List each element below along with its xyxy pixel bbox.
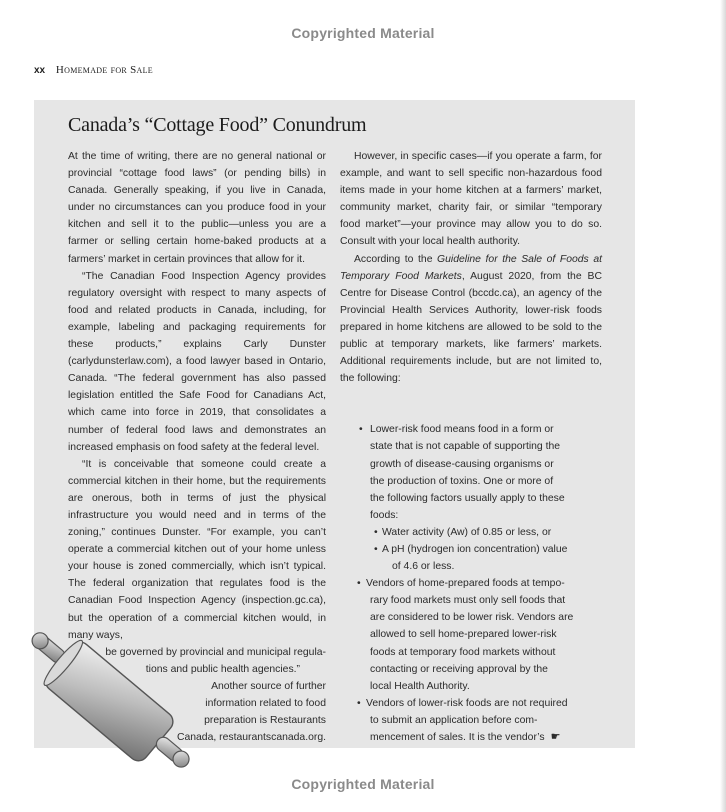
text-line: allowed to sell home-prepared lower-risk bbox=[370, 629, 557, 641]
page-edge bbox=[720, 0, 726, 812]
text-line: foods: bbox=[370, 509, 399, 521]
text-line: Lower-risk food means food in a form or bbox=[370, 424, 554, 436]
bullet-icon: • bbox=[359, 424, 363, 436]
text-line: rary food markets must only sell foods that bbox=[370, 595, 566, 607]
text-line: the following factors usually apply to these bbox=[370, 492, 565, 504]
text-line: A pH (hydrogen ion concentration) value bbox=[382, 543, 568, 555]
running-head-title: Homemade for Sale bbox=[55, 64, 153, 76]
text-line: Vendors of lower-risk foods are not required bbox=[366, 697, 568, 709]
text-line: the production of toxins. One or more of bbox=[370, 475, 554, 487]
list-item bbox=[340, 575, 602, 695]
text-line: Canada, restaurantscanada.org. bbox=[176, 732, 326, 744]
spacer bbox=[340, 387, 602, 421]
text-line: contacting or receiving approval by the bbox=[370, 663, 548, 675]
text-line: foods at temporary food markets without bbox=[370, 646, 556, 658]
text-span: , August 2020, from the BC Centre for Disease Control (bccdc.ca), an agency of the Provincial Health Services Authority, lower-risk foods prepared in home kitchens are allowed to be sold to the public at temporary markets, like farmers’ markets. Additional requirements include, but are not limited to, the following: bbox=[340, 270, 602, 385]
text-line: growth of disease-causing organisms or bbox=[370, 458, 554, 470]
list-item bbox=[340, 695, 602, 746]
paragraph: “It is conceivable that someone could create a commercial kitchen in their home, but the requirements are onerous, both in terms of just the physical infrastructure you would need and in terms of the zoning,” continues Dunster. “For example, you can’t operate a commercial kitchen out of your home unless your house is zoned commercially, which isn’t typical. The federal organization that regulates food is the Canadian Food Inspection Agency (inspection.gc.ca), but the operation of a commercial kitchen would, in many ways, bbox=[68, 458, 326, 641]
bullet-icon: • bbox=[374, 543, 378, 555]
rolling-pin-icon bbox=[8, 608, 208, 798]
paragraph: At the time of writing, there are no general national or provincial “cottage food laws” (or pending bills) in Canada. Generally speaking, if you live in Canada, under no circumstances can you produce food in your kitchen and sell it to the public—unless you are a farmer or selling certain home-baked products at a farmers’ market in certain provinces that allow for it. bbox=[68, 151, 326, 265]
text-line: be governed by provincial and municipal regula- bbox=[105, 646, 326, 658]
list-item bbox=[340, 421, 602, 524]
pointing-hand-icon: ☛ bbox=[550, 731, 561, 743]
text-line: are considered to be lower risk. Vendors are bbox=[370, 612, 574, 624]
text-line: information related to food bbox=[205, 698, 326, 709]
text-line: local Health Authority. bbox=[370, 680, 470, 692]
text-line: to submit an application before com- bbox=[370, 714, 538, 726]
text-line: state that is not capable of supporting the bbox=[370, 441, 561, 453]
sub-list-item bbox=[340, 541, 602, 575]
bullet-icon: • bbox=[374, 526, 378, 538]
watermark-bottom: Copyrighted Material bbox=[291, 776, 435, 792]
right-column bbox=[340, 148, 602, 746]
guideline-title: Guideline for the Sale of Foods at Temporary Food Markets bbox=[340, 253, 602, 282]
bullet-icon: • bbox=[357, 578, 361, 590]
text-line: tions and public health agencies.” bbox=[145, 663, 300, 675]
page-number: xx bbox=[34, 65, 46, 76]
text-line: Vendors of home-prepared foods at tempo- bbox=[366, 578, 565, 590]
text-span: According to the bbox=[354, 253, 438, 265]
watermark-top: Copyrighted Material bbox=[291, 25, 435, 41]
text-span: mencement of sales. It is the vendor’s bbox=[370, 732, 545, 743]
bullet-icon: • bbox=[357, 697, 361, 709]
running-head bbox=[34, 64, 153, 76]
text-line: Another source of further bbox=[211, 680, 326, 692]
sub-list-item bbox=[340, 524, 602, 541]
text-line: of 4.6 or less. bbox=[392, 561, 455, 573]
paragraph: However, in specific cases—if you operate a farm, for example, and want to sell specific non-hazardous food items made in your home kitchen at a farmers’ market, community market, charity fair, or similar “temporary food market”—your province may allow you to do so. Consult with your local health authority. bbox=[340, 151, 602, 248]
sidebar-title: Canada’s “Cottage Food” Conundrum bbox=[68, 114, 367, 136]
text-line bbox=[366, 729, 602, 746]
text-line: preparation is Restaurants bbox=[204, 715, 326, 727]
paragraph bbox=[340, 251, 602, 388]
text-line: Water activity (Aw) of 0.85 or less, or bbox=[382, 526, 552, 538]
paragraph: “The Canadian Food Inspection Agency provides regulatory oversight with respect to many aspects of food and related products in Canada, including, for example, labeling and packaging requirements for these products,” explains Carly Dunster (carlydunsterlaw.com), a food lawyer based in Ontario, Canada. “The federal government has also passed legislation entitled the Safe Food for Canadians Act, which came into force in 2019, that consolidates a number of federal food laws and demonstrates an increased emphasis on food safety at the federal level. bbox=[68, 270, 326, 453]
